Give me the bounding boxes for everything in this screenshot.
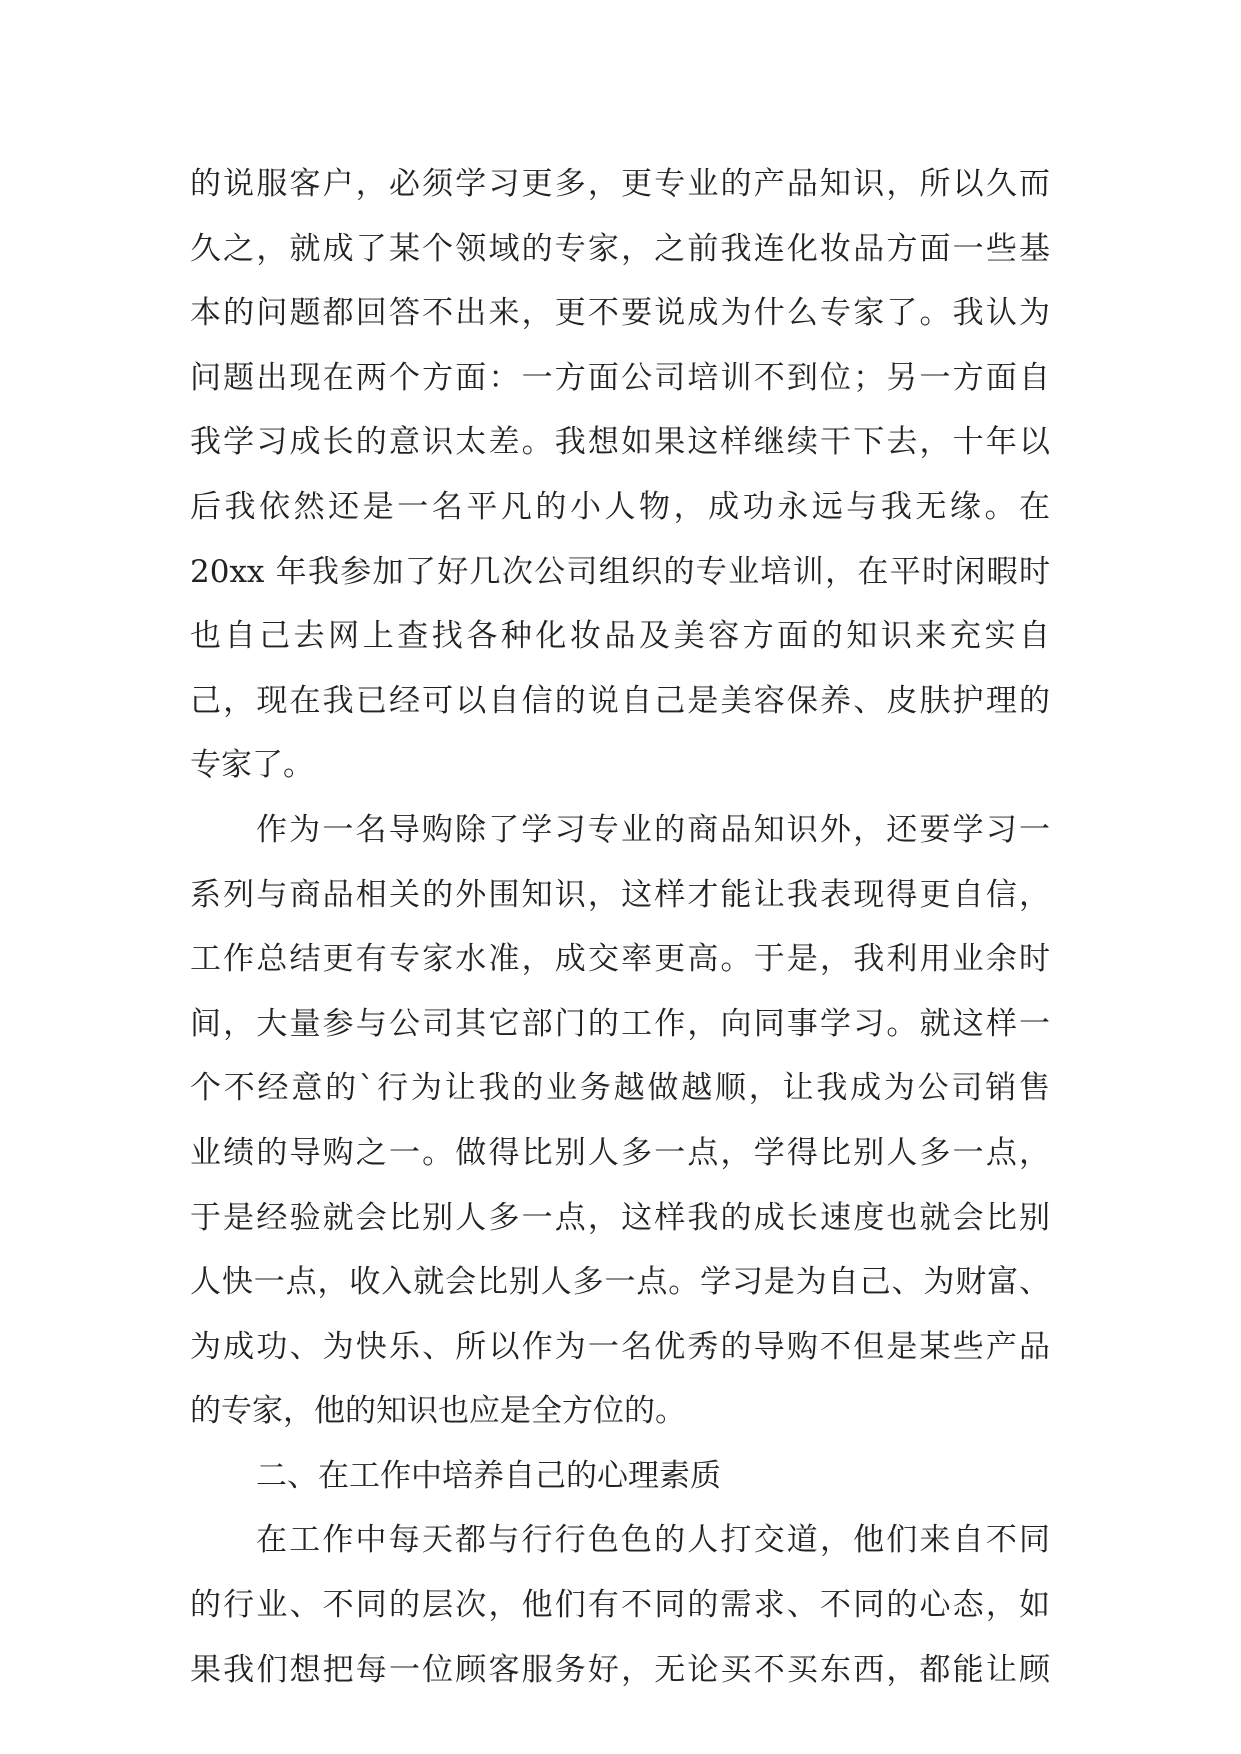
text-line: 工作总结更有专家水准，成交率更高。于是，我利用业余时 [190, 941, 1050, 978]
text-line: 为成功、为快乐、所以作为一名优秀的导购不但是某些产品 [190, 1328, 1050, 1365]
text-line: 的说服客户，必须学习更多，更专业的产品知识，所以久而 [190, 166, 1050, 202]
text-line: 本的问题都回答不出来，更不要说成为什么专家了。我认为 [190, 295, 1050, 332]
text-line: 20xx 年我参加了好几次公司组织的专业培训，在平时闲暇时 [190, 553, 1050, 590]
text-line: 间，大量参与公司其它部门的工作，向同事学习。就这样一 [190, 1005, 1050, 1042]
text-line: 我学习成长的意识太差。我想如果这样继续干下去，十年以 [190, 424, 1050, 461]
text-line: 个不经意的`行为让我的业务越做越顺，让我成为公司销售 [190, 1070, 1050, 1107]
text-line: 己，现在我已经可以自信的说自己是美容保养、皮肤护理的 [190, 682, 1050, 719]
text-line: 也自己去网上查找各种化妆品及美容方面的知识来充实自 [190, 618, 1050, 655]
body-text [190, 152, 1050, 1702]
text-line: 后我依然还是一名平凡的小人物，成功永远与我无缘。在 [190, 488, 1050, 525]
text-line: 果我们想把每一位顾客服务好，无论买不买东西，都能让顾 [190, 1651, 1050, 1688]
text-line: 作为一名导购除了学习专业的商品知识外，还要学习一 [256, 811, 1050, 848]
text-line: 业绩的导购之一。做得比别人多一点，学得比别人多一点， [190, 1134, 1050, 1171]
text-line: 人快一点，收入就会比别人多一点。学习是为自己、为财富、 [190, 1264, 1050, 1301]
text-line: 在工作中每天都与行行色色的人打交道，他们来自不同 [256, 1522, 1050, 1559]
text-line: 问题出现在两个方面：一方面公司培训不到位；另一方面自 [190, 359, 1050, 396]
text-line: 系列与商品相关的外围知识，这样才能让我表现得更自信， [190, 876, 1050, 913]
text-line: 的行业、不同的层次，他们有不同的需求、不同的心态，如 [190, 1587, 1050, 1624]
text-line: 久之，就成了某个领域的专家，之前我连化妆品方面一些基 [190, 230, 1050, 267]
text-line: 的专家，他的知识也应是全方位的。 [190, 1393, 686, 1430]
text-line: 专家了。 [190, 747, 314, 784]
text-line: 于是经验就会比别人多一点，这样我的成长速度也就会比别 [190, 1199, 1050, 1236]
text-line: 二、在工作中培养自己的心理素质 [256, 1457, 721, 1494]
